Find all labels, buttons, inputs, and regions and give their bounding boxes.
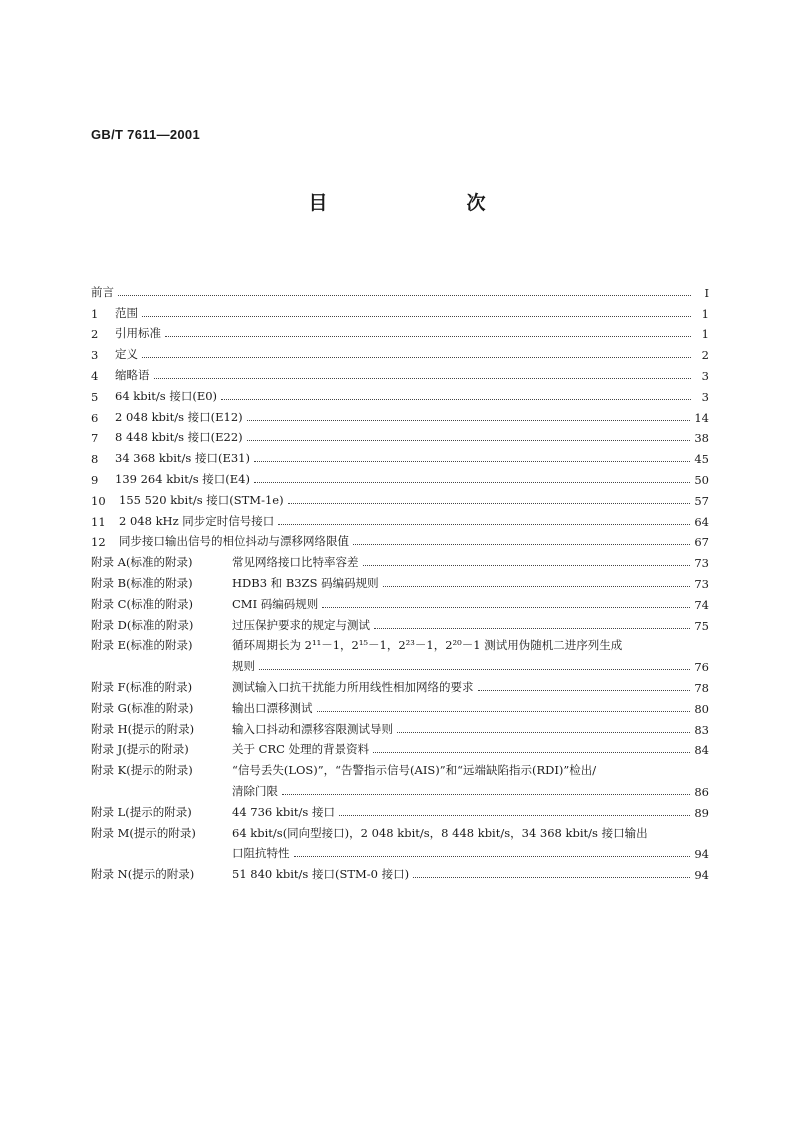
toc-entry-page: 75 — [694, 618, 709, 633]
toc-entry-number: 2 — [91, 327, 99, 342]
toc-entry-label: “信号丢失(LOS)”，“告警指示信号(AIS)”和“远端缺陷指示(RDI)”检出/ — [232, 763, 597, 778]
toc-appendix-id: 附录 H(提示的附录) — [91, 721, 195, 736]
toc-appendix-entry[interactable] — [91, 633, 709, 654]
toc-entry-label: 关于 CRC 处理的背景资料 — [232, 742, 370, 757]
toc-appendix-entry[interactable] — [91, 591, 709, 612]
toc-entry-page: 83 — [694, 722, 709, 737]
dot-leader — [322, 607, 690, 608]
toc-appendix-id: 附录 G(标准的附录) — [91, 700, 194, 715]
table-of-contents — [91, 279, 709, 882]
toc-entry-number: 8 — [91, 452, 99, 467]
toc-entry-page: 73 — [694, 576, 709, 591]
toc-entry-number: 12 — [91, 535, 106, 550]
toc-appendix-id: 附录 A(标准的附录) — [91, 555, 193, 570]
toc-entry-label: 同步接口输出信号的相位抖动与漂移网络限值 — [119, 534, 349, 549]
toc-appendix-id: 附录 E(标准的附录) — [91, 638, 193, 653]
toc-entry-number: 6 — [91, 410, 99, 425]
dot-leader — [221, 399, 691, 400]
toc-entry-page: 76 — [694, 660, 709, 675]
dot-leader — [142, 357, 691, 358]
dot-leader — [254, 482, 690, 483]
toc-entry-page: 3 — [701, 368, 709, 383]
dot-leader — [154, 378, 692, 379]
toc-entry-label: 输出口漂移测试 — [232, 700, 313, 715]
toc-entry-page: 84 — [694, 743, 709, 758]
toc-entry-page: 73 — [694, 556, 709, 571]
toc-entry-label: 34 368 kbit/s 接口(E31) — [115, 451, 250, 466]
toc-entry[interactable] — [91, 321, 709, 342]
dot-leader — [413, 877, 690, 878]
toc-entry[interactable] — [91, 466, 709, 487]
dot-leader — [383, 586, 691, 587]
toc-appendix-id: 附录 D(标准的附录) — [91, 617, 194, 632]
toc-entry-page: 38 — [694, 431, 709, 446]
toc-entry[interactable] — [91, 445, 709, 466]
dot-leader — [254, 461, 690, 462]
toc-appendix-id: 附录 K(提示的附录) — [91, 763, 193, 778]
page-title: 目 次 — [308, 192, 546, 214]
toc-appendix-entry[interactable] — [91, 612, 709, 633]
toc-entry-page: 80 — [694, 701, 709, 716]
toc-entry-page: 74 — [694, 597, 709, 612]
toc-entry-label-continued: 口阻抗特性 — [232, 846, 290, 861]
toc-entry-label: HDB3 和 B3ZS 码编码规则 — [232, 575, 379, 590]
toc-entry-label: 常见网络接口比特率容差 — [232, 555, 359, 570]
toc-appendix-id: 附录 B(标准的附录) — [91, 575, 193, 590]
toc-entry-label: 范围 — [115, 305, 138, 320]
toc-entry-continuation[interactable] — [91, 778, 709, 799]
toc-entry-page: 14 — [694, 410, 709, 425]
dot-leader — [288, 503, 691, 504]
toc-entry-number: 10 — [91, 493, 106, 508]
toc-entry-label: 155 520 kbit/s 接口(STM-1e) — [119, 492, 284, 507]
toc-entry-label: 测试输入口抗干扰能力所用线性相加网络的要求 — [232, 679, 474, 694]
toc-entry-label: 过压保护要求的规定与测试 — [232, 617, 370, 632]
dot-leader — [259, 669, 690, 670]
toc-entry[interactable] — [91, 383, 709, 404]
dot-leader — [317, 711, 691, 712]
toc-entry-page: 86 — [694, 784, 709, 799]
toc-entry-label-continued: 规则 — [232, 659, 255, 674]
dot-leader — [373, 752, 690, 753]
toc-appendix-id: 附录 J(提示的附录) — [91, 742, 189, 757]
toc-entry-number: 9 — [91, 472, 99, 487]
toc-entry-label-continued: 清除门限 — [232, 783, 278, 798]
toc-entry-label: 输入口抖动和漂移容限测试导则 — [232, 721, 393, 736]
dot-leader — [353, 544, 690, 545]
toc-entry-label: 循环周期长为 2¹¹－1，2¹⁵－1，2²³－1，2²⁰－1 测试用伪随机二进序列生成 — [232, 638, 623, 653]
toc-appendix-entry[interactable] — [91, 716, 709, 737]
toc-entry[interactable] — [91, 487, 709, 508]
toc-appendix-entry[interactable] — [91, 674, 709, 695]
dot-leader — [339, 815, 690, 816]
toc-entry-page: 94 — [694, 847, 709, 862]
toc-entry-number: 1 — [91, 306, 99, 321]
toc-entry-number: 3 — [91, 348, 99, 363]
toc-entry-page: I — [704, 285, 709, 300]
toc-appendix-id: 附录 M(提示的附录) — [91, 825, 196, 840]
toc-appendix-entry[interactable] — [91, 737, 709, 758]
document-code: GB/T 7611—2001 — [91, 127, 200, 142]
dot-leader — [247, 440, 691, 441]
toc-entry-number: 5 — [91, 389, 99, 404]
toc-appendix-entry[interactable] — [91, 549, 709, 570]
toc-appendix-entry[interactable] — [91, 799, 709, 820]
toc-entry[interactable] — [91, 341, 709, 362]
dot-leader — [142, 316, 691, 317]
dot-leader — [397, 732, 690, 733]
toc-entry-label: 前言 — [91, 284, 114, 299]
toc-entry-page: 78 — [694, 680, 709, 695]
dot-leader — [247, 420, 691, 421]
toc-entry[interactable] — [91, 425, 709, 446]
toc-entry-page: 2 — [701, 348, 709, 363]
toc-appendix-entry[interactable] — [91, 861, 709, 882]
toc-entry-page: 3 — [701, 389, 709, 404]
toc-entry-number: 11 — [91, 514, 106, 529]
toc-entry-page: 67 — [694, 535, 709, 550]
toc-entry-page: 64 — [694, 514, 709, 529]
dot-leader — [118, 295, 691, 296]
toc-appendix-entry[interactable] — [91, 757, 709, 778]
toc-entry-page: 1 — [701, 306, 709, 321]
toc-entry-page: 89 — [694, 805, 709, 820]
toc-entry-label: 51 840 kbit/s 接口(STM-0 接口) — [232, 867, 410, 882]
toc-entry-page: 50 — [694, 472, 709, 487]
toc-entry-label: 缩略语 — [115, 367, 150, 382]
dot-leader — [278, 524, 690, 525]
toc-entry-label: 139 264 kbit/s 接口(E4) — [115, 471, 250, 486]
toc-entry-page: 1 — [701, 327, 709, 342]
toc-entry-number: 7 — [91, 431, 99, 446]
toc-entry-label: 引用标准 — [115, 326, 161, 341]
toc-entry[interactable] — [91, 362, 709, 383]
toc-entry[interactable] — [91, 300, 709, 321]
dot-leader — [165, 336, 691, 337]
toc-entry-continuation[interactable] — [91, 841, 709, 862]
dot-leader — [374, 628, 690, 629]
toc-entry[interactable] — [91, 508, 709, 529]
toc-entry-label: 64 kbit/s(同向型接口)，2 048 kbit/s，8 448 kbit/s，34 368 kbit/s 接口输出 — [232, 825, 648, 840]
toc-entry-page: 45 — [694, 452, 709, 467]
dot-leader — [363, 565, 691, 566]
toc-entry-label: 64 kbit/s 接口(E0) — [115, 388, 218, 403]
dot-leader — [282, 794, 690, 795]
toc-entry-label: CMI 码编码规则 — [232, 596, 319, 611]
toc-entry-page: 94 — [694, 868, 709, 883]
dot-leader — [478, 690, 691, 691]
toc-entry-label: 定义 — [115, 347, 138, 362]
toc-appendix-entry[interactable] — [91, 570, 709, 591]
toc-entry-label: 2 048 kHz 同步定时信号接口 — [119, 513, 275, 528]
toc-entry-label: 2 048 kbit/s 接口(E12) — [115, 409, 243, 424]
toc-entry[interactable] — [91, 529, 709, 550]
toc-entry-continuation[interactable] — [91, 653, 709, 674]
toc-entry-page: 57 — [694, 493, 709, 508]
toc-appendix-id: 附录 N(提示的附录) — [91, 867, 195, 882]
toc-appendix-entry[interactable] — [91, 820, 709, 841]
toc-appendix-id: 附录 F(标准的附录) — [91, 679, 193, 694]
toc-entry-number: 4 — [91, 368, 99, 383]
toc-appendix-id: 附录 L(提示的附录) — [91, 804, 192, 819]
toc-entry[interactable] — [91, 404, 709, 425]
toc-appendix-entry[interactable] — [91, 695, 709, 716]
dot-leader — [294, 856, 691, 857]
toc-entry[interactable] — [91, 279, 709, 300]
toc-entry-label: 8 448 kbit/s 接口(E22) — [115, 430, 243, 445]
toc-entry-label: 44 736 kbit/s 接口 — [232, 804, 335, 819]
toc-appendix-id: 附录 C(标准的附录) — [91, 596, 193, 611]
